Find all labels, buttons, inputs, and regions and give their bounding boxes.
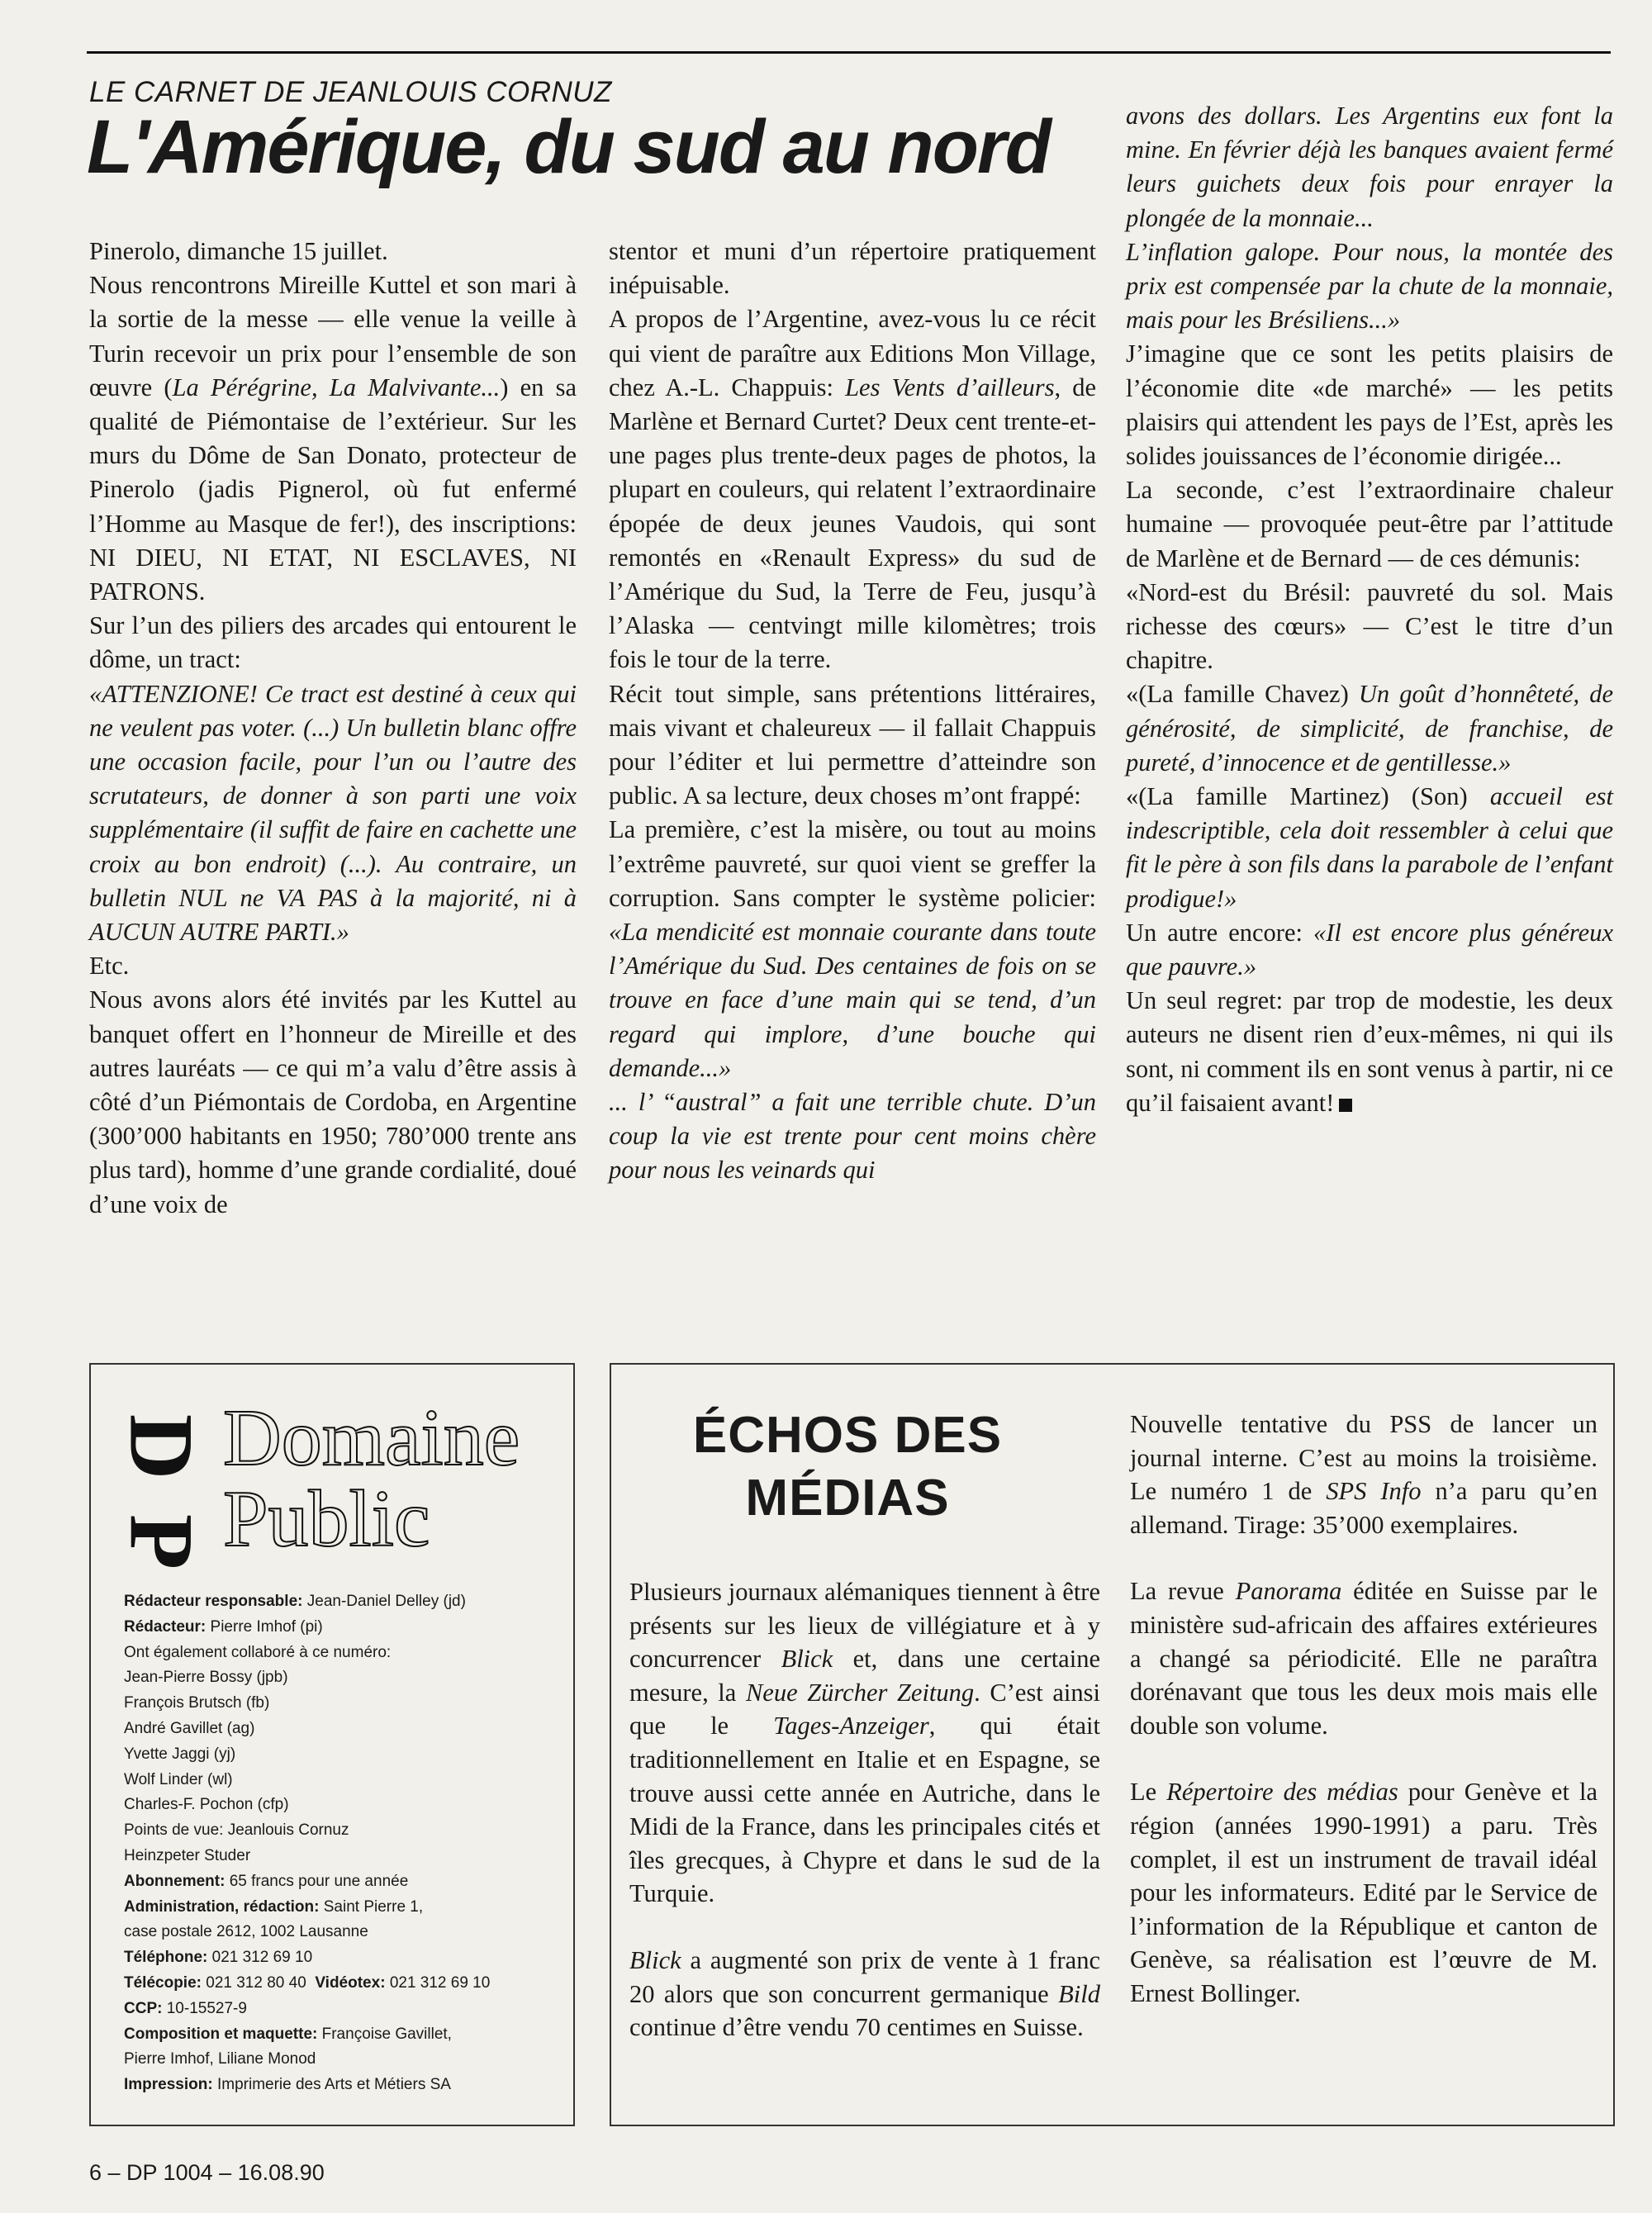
contributor: Charles-F. Pochon (cfp) — [124, 1796, 289, 1814]
credit-value: 10-15527-9 — [166, 1999, 247, 2017]
credit-value: 021 312 80 40 — [206, 1973, 306, 1992]
credit-label: Télécopie: — [124, 1973, 202, 1992]
echos-column-left: Plusieurs journaux alémaniques tiennent à être présents sur les lieux de villégiature et à y concurrencer Blick et, dans une certaine mesure, la Neue Zürcher Zeitung. C’est ainsi que le Tages-Anzeiger, qui était traditionnellement en Italie et en Espagne, se trouve aussi cette année en Autriche, dans le Midi de la France, dans les principales cités et îles grecques, à Chypre et dans le sud de la Turquie. Blick a augmenté son prix de vente à 1 franc 20 alors que son concurrent germanique Bild continue d’être vendu 70 centimes en Suisse. — [629, 1578, 1100, 2042]
credits-list — [124, 1589, 553, 2098]
contributor: André Gavillet (ag) — [124, 1719, 255, 1737]
credit-label: Composition et maquette: — [124, 2025, 318, 2043]
credit-value: Pierre Imhof (pi) — [210, 1617, 323, 1636]
credit-value: case postale 2612, 1002 Lausanne — [124, 1923, 368, 1941]
end-of-article-mark — [1339, 1099, 1352, 1112]
article-kicker: LE CARNET DE JEANLOUIS CORNUZ — [89, 76, 612, 108]
credit-label: Rédacteur responsable: — [124, 1593, 303, 1610]
echos-title-line1: ÉCHOS DES — [692, 1407, 1003, 1464]
echos-column-right: Nouvelle tentative du PSS de lancer un journal interne. C’est au moins la troisième. Le numéro 1 de SPS Info n’a paru qu’en allemand. Tirage: 35’000 exemplaires. La revue Panorama éditée en Suisse par le ministère sud-africain des affaires extérieures a changé sa périodicité. Elle ne paraîtra dorénavant que tous les deux mois mais elle double son volume. Le Répertoire des médias pour Genève et la région (années 1990-1991) a paru. Très complet, il est un instrument de travail idéal pour les informateurs. Edité par le Service de l’information de la République et canton de Genève, sa réalisation est l’œuvre de M. Ernest Bollinger. — [1130, 1410, 1597, 2007]
masthead-box — [89, 1363, 575, 2126]
page-footer: 6 – DP 1004 – 16.08.90 — [89, 2160, 325, 2185]
echos-title-line2: MÉDIAS — [745, 1470, 950, 1527]
contributor: François Brutsch (fb) — [124, 1694, 270, 1712]
article-column-1: Pinerolo, dimanche 15 juillet. Nous rencontrons Mireille Kuttel et son mari à la sortie de la messe — elle venue la veille à Turin recevoir un prix pour l’ensemble de son œuvre (La Pérégrine, La Malvivante...) en sa qualité de Piémontaise de l’extérieur. Sur les murs du Dôme de San Donato, protecteur de Pinerolo (jadis Pignerol, où fut enfermé l’Homme au Masque de fer!), des inscriptions: NI DIEU, NI ETAT, NI ESCLAVES, NI PATRONS. Sur l’un des piliers des arcades qui entourent le dôme, un tract: «ATTENZIONE! Ce tract est destiné à ceux qui ne veulent pas voter. (...) Un bulletin blanc offre une occasion facile, pour l’un ou l’autre des scrutateurs, de donner à son parti une voix supplémentaire (il suffit de faire en cachette une croix au bon endroit) (...). Au contraire, un bulletin NUL ne VA PAS à la majorité, ni à AUCUN AUTRE PARTI.» Etc. Nous avons alors été invités par les Kuttel au banquet offert en l’honneur de Mireille et des autres lauréats — ce qui m’a valu d’être assis à côté d’un Piémontais de Cordoba, en Argentine (300’000 habitants en 1950; 780’000 trente ans plus tard), homme d’une grande cordialité, doué d’une voix de — [89, 237, 577, 1218]
credit-value: Françoise Gavillet, — [321, 2025, 452, 2043]
credit-value: 021 312 69 10 — [211, 1949, 313, 1967]
masthead-title-line2: Public — [223, 1475, 430, 1564]
masthead-title — [223, 1394, 520, 1564]
credit-value: Imprimerie des Arts et Métiers SA — [216, 2076, 451, 2094]
credit-label: Abonnement: — [124, 1872, 225, 1890]
credit-label: Rédacteur: — [124, 1617, 206, 1636]
credit-label: CCP: — [124, 1999, 163, 2017]
masthead-title-line1: Domaine — [223, 1394, 520, 1483]
credit-line: Points de vue: Jeanlouis Cornuz — [124, 1821, 349, 1840]
article-headline: L'Amérique, du sud au nord — [87, 105, 1050, 189]
credit-label: Téléphone: — [124, 1949, 208, 1967]
credit-value: Jean-Daniel Delley (jd) — [306, 1593, 466, 1610]
credit-label: Administration, rédaction: — [124, 1897, 320, 1916]
echos-title — [682, 1404, 1013, 1530]
credit-value: 021 312 69 10 — [389, 1973, 491, 1992]
credit-label: Impression: — [124, 2076, 213, 2094]
dp-logo: D P — [111, 1413, 212, 1570]
echos-des-medias-box — [610, 1363, 1615, 2126]
credit-line: Ont également collaboré à ce numéro: — [124, 1643, 392, 1661]
contributor: Wolf Linder (wl) — [124, 1770, 233, 1788]
credit-value: Saint Pierre 1, — [323, 1897, 424, 1916]
credit-label: Vidéotex: — [315, 1973, 386, 1992]
credit-value: Pierre Imhof, Liliane Monod — [124, 2050, 316, 2068]
top-rule — [87, 51, 1611, 54]
contributor: Yvette Jaggi (yj) — [124, 1745, 236, 1763]
article-column-2: stentor et muni d’un répertoire pratiquement inépuisable. A propos de l’Argentine, avez-vous lu ce récit qui vient de paraître aux Editions Mon Village, chez A.-L. Chappuis: Les Vents d’ailleurs, de Marlène et Bernard Curtet? Deux cent trente-et-une pages plus trente-deux pages de photos, la plupart en couleurs, qui relatent l’extraordinaire épopée de deux jeunes Vaudois, qui sont remontés en «Renault Express» du sud de l’Amérique du Sud, la Terre de Feu, jusqu’à l’Alaska — centvingt mille kilomètres; trois fois le tour de la terre. Récit tout simple, sans prétentions littéraires, mais vivant et chaleureux — il fallait Chappuis pour l’éditer et lui permettre d’atteindre son public. A sa lecture, deux choses m’ont frappé: La première, c’est la misère, ou tout au moins l’extrême pauvreté, sur quoi vient se greffer la corruption. Sans compter le système policier: «La mendicité est monnaie courante dans toute l’Amérique du Sud. Des centaines de fois on se trouve en face d’une main qui se tend, d’un regard qui implore, d’une bouche qui demande...» ... l’ “austral” a fait une terrible chute. D’un coup la vie est trente pour cent moins chère pour nous les veinards qui — [609, 237, 1096, 1185]
contributor: Jean-Pierre Bossy (jpb) — [124, 1669, 288, 1687]
credit-value: 65 francs pour une année — [229, 1872, 409, 1890]
credit-line: Heinzpeter Studer — [124, 1846, 251, 1864]
article-column-3: avons des dollars. Les Argentins eux font la mine. En février déjà les banques avaient fermé leurs guichets deux fois pour enrayer la plongée de la monnaie... L’inflation galope. Pour nous, la montée des prix est compensée par la chute de la monnaie, mais pour les Brésiliens...» J’imagine que ce sont les petits plaisirs de l’économie dite «de marché» — les petits plaisirs qui attendent les pays de l’Est, après les solides jouissances de l’économie dirigée... La seconde, c’est l’extraordinaire chaleur humaine — provoquée peut-être par l’attitude de Marlène et de Bernard — de ces démunis: «Nord-est du Brésil: pauvreté du sol. Mais richesse des cœurs» — C’est le titre d’un chapitre. «(La famille Chavez) Un goût d’honnêteté, de générosité, de simplicité, de franchise, de pureté, d’innocence et de gentillesse.» «(La famille Martinez) (Son) accueil est indescriptible, cela doit ressembler à celui que fit le père à son fils dans la parabole de l’enfant prodigue!» Un autre encore: «Il est encore plus généreux que pauvre.» Un seul regret: par trop de modestie, les deux auteurs ne disent rien d’eux-mêmes, ni qui ils sont, ni comment ils en sont venus à partir, ni ce qu’il faisaient avant! — [1126, 102, 1613, 1117]
